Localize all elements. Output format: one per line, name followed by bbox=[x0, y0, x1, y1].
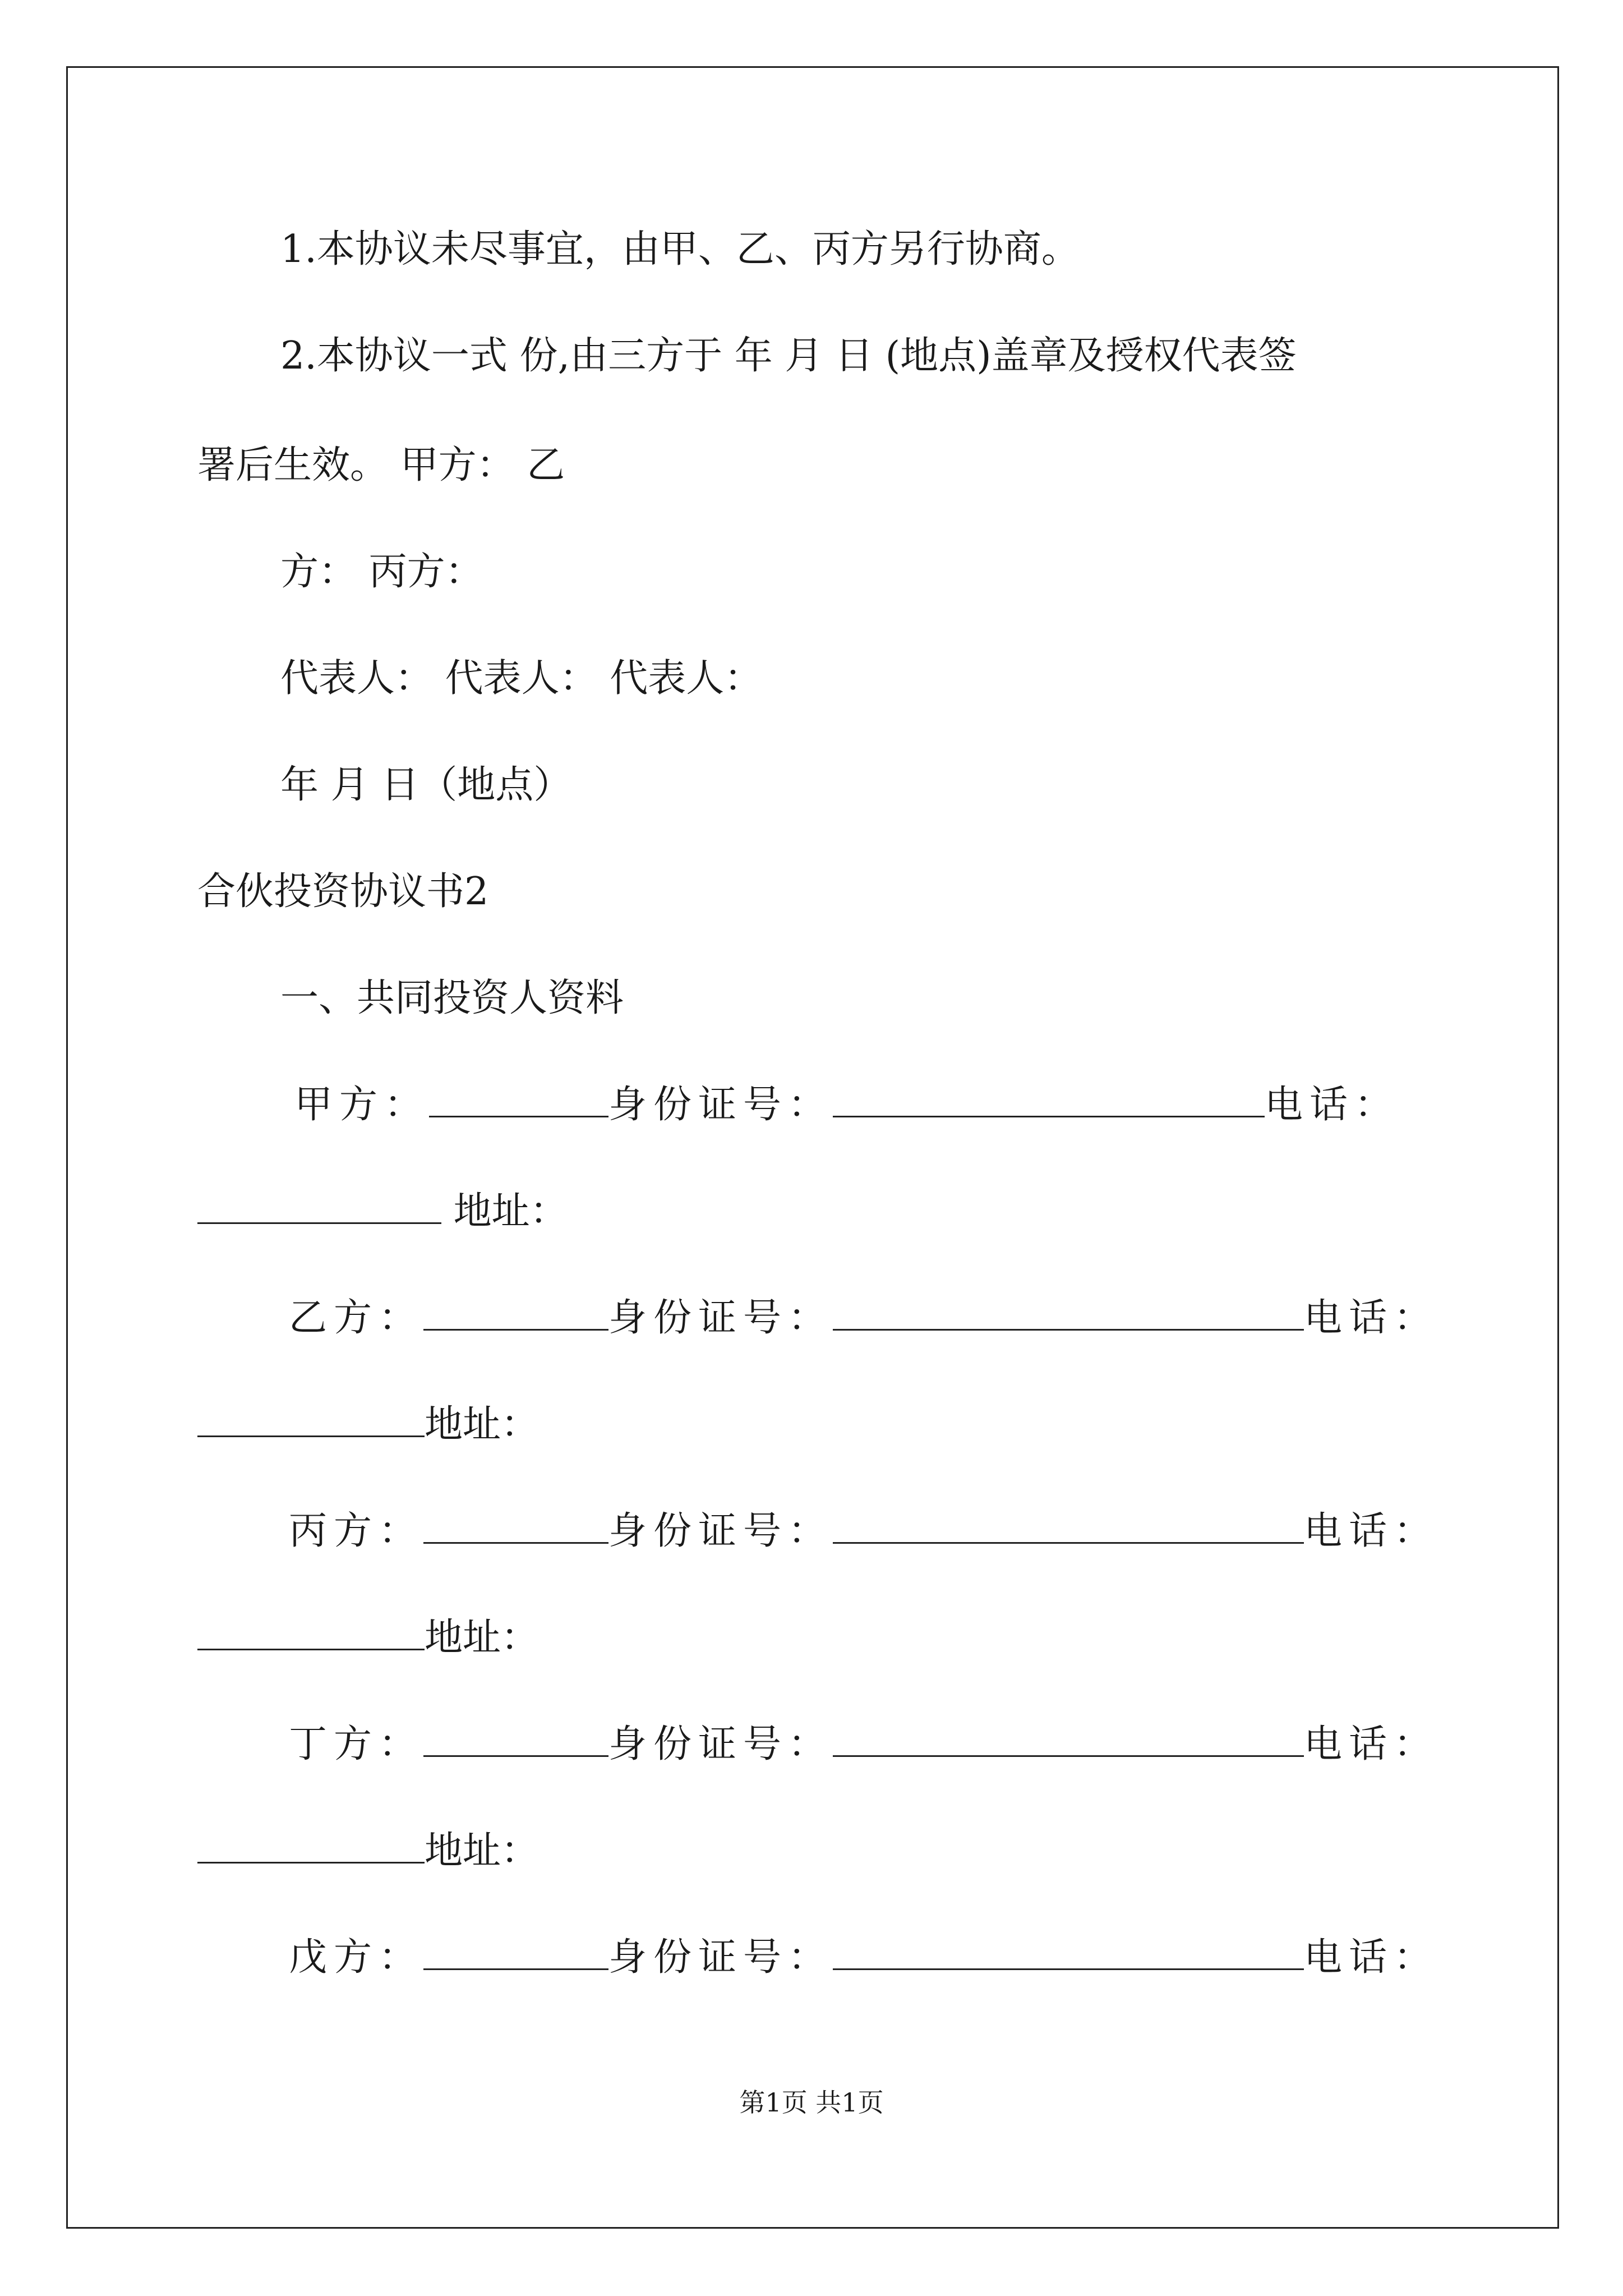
address-row bbox=[197, 1613, 539, 1663]
address-label: 地址： bbox=[425, 1829, 540, 1873]
address-row bbox=[197, 1400, 539, 1450]
party-row bbox=[289, 1506, 1438, 1557]
phone-label: 电话： bbox=[1304, 1722, 1439, 1766]
id-blank bbox=[833, 1934, 1304, 1970]
phone-blank bbox=[197, 1827, 425, 1864]
party-name: 戊方： bbox=[289, 1935, 424, 1980]
address-label: 地址： bbox=[425, 1616, 540, 1660]
id-label: 身份证号： bbox=[608, 1935, 833, 1980]
name-blank bbox=[423, 1294, 608, 1331]
address-row bbox=[197, 1186, 568, 1237]
clause-2: 2.本协议一式 份,由三方于 年 月 日 (地点)盖章及授权代表签 bbox=[280, 334, 1297, 378]
phone-label: 电话： bbox=[1304, 1935, 1439, 1980]
doc-title-2: 合伙投资协议书2 bbox=[197, 869, 489, 914]
id-label: 身份证号： bbox=[608, 1083, 833, 1127]
id-blank bbox=[833, 1507, 1304, 1544]
address-row bbox=[197, 1826, 539, 1876]
name-blank bbox=[423, 1720, 608, 1757]
page-border bbox=[66, 66, 1559, 2229]
id-blank bbox=[833, 1081, 1265, 1117]
party-row bbox=[289, 1932, 1438, 1983]
id-blank bbox=[833, 1720, 1304, 1757]
address-label: 地址： bbox=[453, 1189, 568, 1234]
party-row bbox=[289, 1293, 1438, 1343]
phone-blank bbox=[197, 1188, 441, 1224]
date-place: 年 月 日（地点） bbox=[280, 763, 572, 807]
name-blank bbox=[423, 1934, 608, 1970]
phone-label: 电话： bbox=[1265, 1083, 1400, 1127]
party-row bbox=[289, 1719, 1438, 1770]
sign-parties: 方： 丙方： bbox=[280, 550, 483, 594]
name-blank bbox=[429, 1081, 608, 1117]
representatives: 代表人： 代表人： 代表人： bbox=[280, 656, 763, 701]
page-footer: 第1页 共1页 bbox=[739, 2087, 884, 2118]
party-name: 乙方： bbox=[289, 1296, 424, 1340]
id-blank bbox=[833, 1294, 1304, 1331]
party-row bbox=[294, 1080, 1399, 1130]
party-name: 甲方： bbox=[294, 1083, 430, 1127]
party-name: 丙方： bbox=[289, 1509, 424, 1553]
section-heading: 一、共同投资人资料 bbox=[280, 976, 624, 1020]
clause-1: 1.本协议未尽事宜，由甲、乙、丙方另行协商。 bbox=[280, 227, 1080, 272]
id-label: 身份证号： bbox=[608, 1722, 833, 1766]
phone-blank bbox=[197, 1614, 425, 1650]
id-label: 身份证号： bbox=[608, 1296, 833, 1340]
phone-label: 电话： bbox=[1304, 1509, 1439, 1553]
phone-label: 电话： bbox=[1304, 1296, 1439, 1340]
party-name: 丁方： bbox=[289, 1722, 424, 1766]
phone-blank bbox=[197, 1401, 425, 1437]
id-label: 身份证号： bbox=[608, 1509, 833, 1553]
name-blank bbox=[423, 1507, 608, 1544]
address-label: 地址： bbox=[425, 1402, 540, 1447]
clause-2-cont: 署后生效。 甲方： 乙 bbox=[197, 443, 565, 487]
